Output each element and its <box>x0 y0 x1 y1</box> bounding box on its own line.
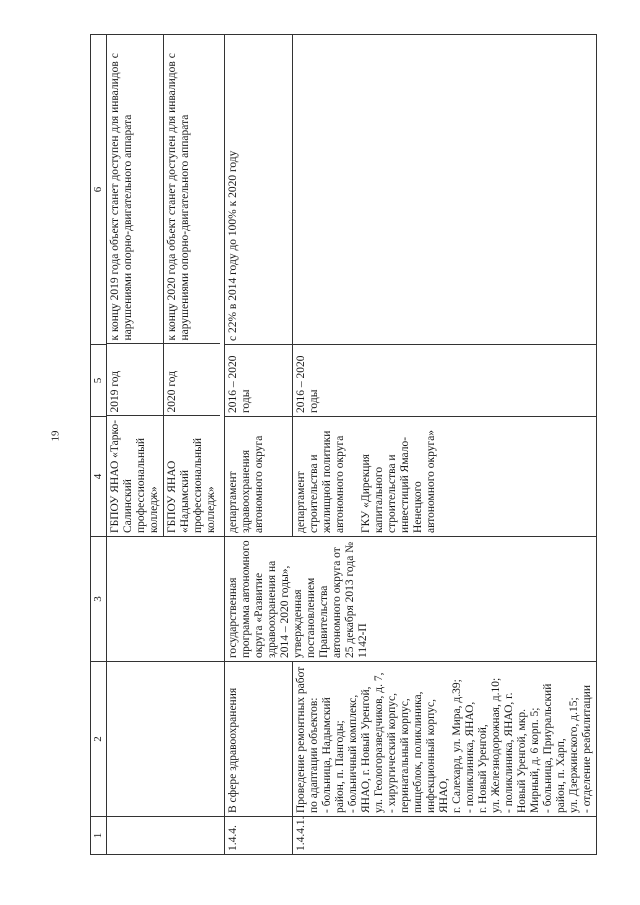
row1-name <box>107 662 225 817</box>
row1-program <box>107 537 225 662</box>
measures-table <box>90 34 597 855</box>
row1a-term: 2019 год <box>107 344 164 416</box>
row2-result: с 22% в 2014 году до 100% к 2020 году <box>225 35 293 345</box>
row3-result <box>293 35 597 345</box>
row1-subtable <box>107 34 220 536</box>
row3-number: 1.4.4.1. <box>293 817 597 855</box>
subrow <box>107 34 164 536</box>
row1a-result: к концу 2019 года объект станет доступен для инвалидов с нарушениями опорно-двигательного аппарата <box>107 34 164 344</box>
row1-split-cells <box>107 35 225 537</box>
table-row <box>107 35 225 855</box>
table-row <box>293 35 597 855</box>
header-cell-5: 5 <box>91 345 107 417</box>
row1a-executor: ГБПОУ ЯНАО «Тарко-Салинский профессиональный колледж» <box>107 416 164 536</box>
rotated-table-frame <box>90 35 593 855</box>
row2-name: В сфере здравоохранения <box>225 662 293 817</box>
row2-number: 1.4.4. <box>225 817 293 855</box>
page-number: 19 <box>49 430 62 442</box>
row1b-result: к концу 2020 года объект станет доступен для инвалидов с нарушениями опорно-двигательного аппарата <box>166 53 191 341</box>
row3-executor: департамент строительства и жилищной политики автономного округа ГКУ «Дирекция капитального строительства и инвестиций Ямало-Ненецкого автономного округа» <box>293 417 597 537</box>
row2-term: 2016 – 2020 годы <box>225 345 293 417</box>
table-row <box>225 35 293 855</box>
row1b-term: 2020 год <box>164 344 221 416</box>
header-cell-6: 6 <box>91 35 107 345</box>
header-cell-2: 2 <box>91 662 107 817</box>
row3-term: 2016 – 2020 годы <box>293 345 597 417</box>
row1-number <box>107 817 225 855</box>
header-cell-3: 3 <box>91 537 107 662</box>
row3-name: Проведение ремонтных работ по адаптации объектов: - больница, Надымский район, п. Пангоды; - больничный комплекс, ЯНАО, г. Новый Уренгой, ул. Геологоразведчиков, д. 7, - хирургический корпус, перинатальный корпус, пищеблок, поликлиника, инфекционный корпус, ЯНАО, г. Салехард, ул. Мира, д.39; - поликлиника, ЯНАО, г. Новый Уренгой, ул. Железнодорожная, д.10; - поликлиника, ЯНАО, г. Новый Уренгой, мкр. Мирный, д. 6 корп. 5; - больница, Приуральский район, п. Харп, ул. Дзержинского, д.15; - отделение реабилитации <box>293 662 597 817</box>
table-container <box>90 35 593 855</box>
row2-executor: департамент здравоохранения автономного округа <box>225 417 293 537</box>
header-cell-1: 1 <box>91 817 107 855</box>
row1b-executor: ГБПОУ ЯНАО «Надымский профессиональный колледж» <box>164 416 221 536</box>
header-row <box>91 35 107 855</box>
subrow <box>164 34 221 536</box>
row2-program: государственная программа автономного округа «Развитие здравоохранения на 2014 – 2020 годы», утвержденная постановлением Правительства автономного округа от 25 декабря 2013 года № 1142-П <box>225 537 597 662</box>
header-cell-4: 4 <box>91 417 107 537</box>
